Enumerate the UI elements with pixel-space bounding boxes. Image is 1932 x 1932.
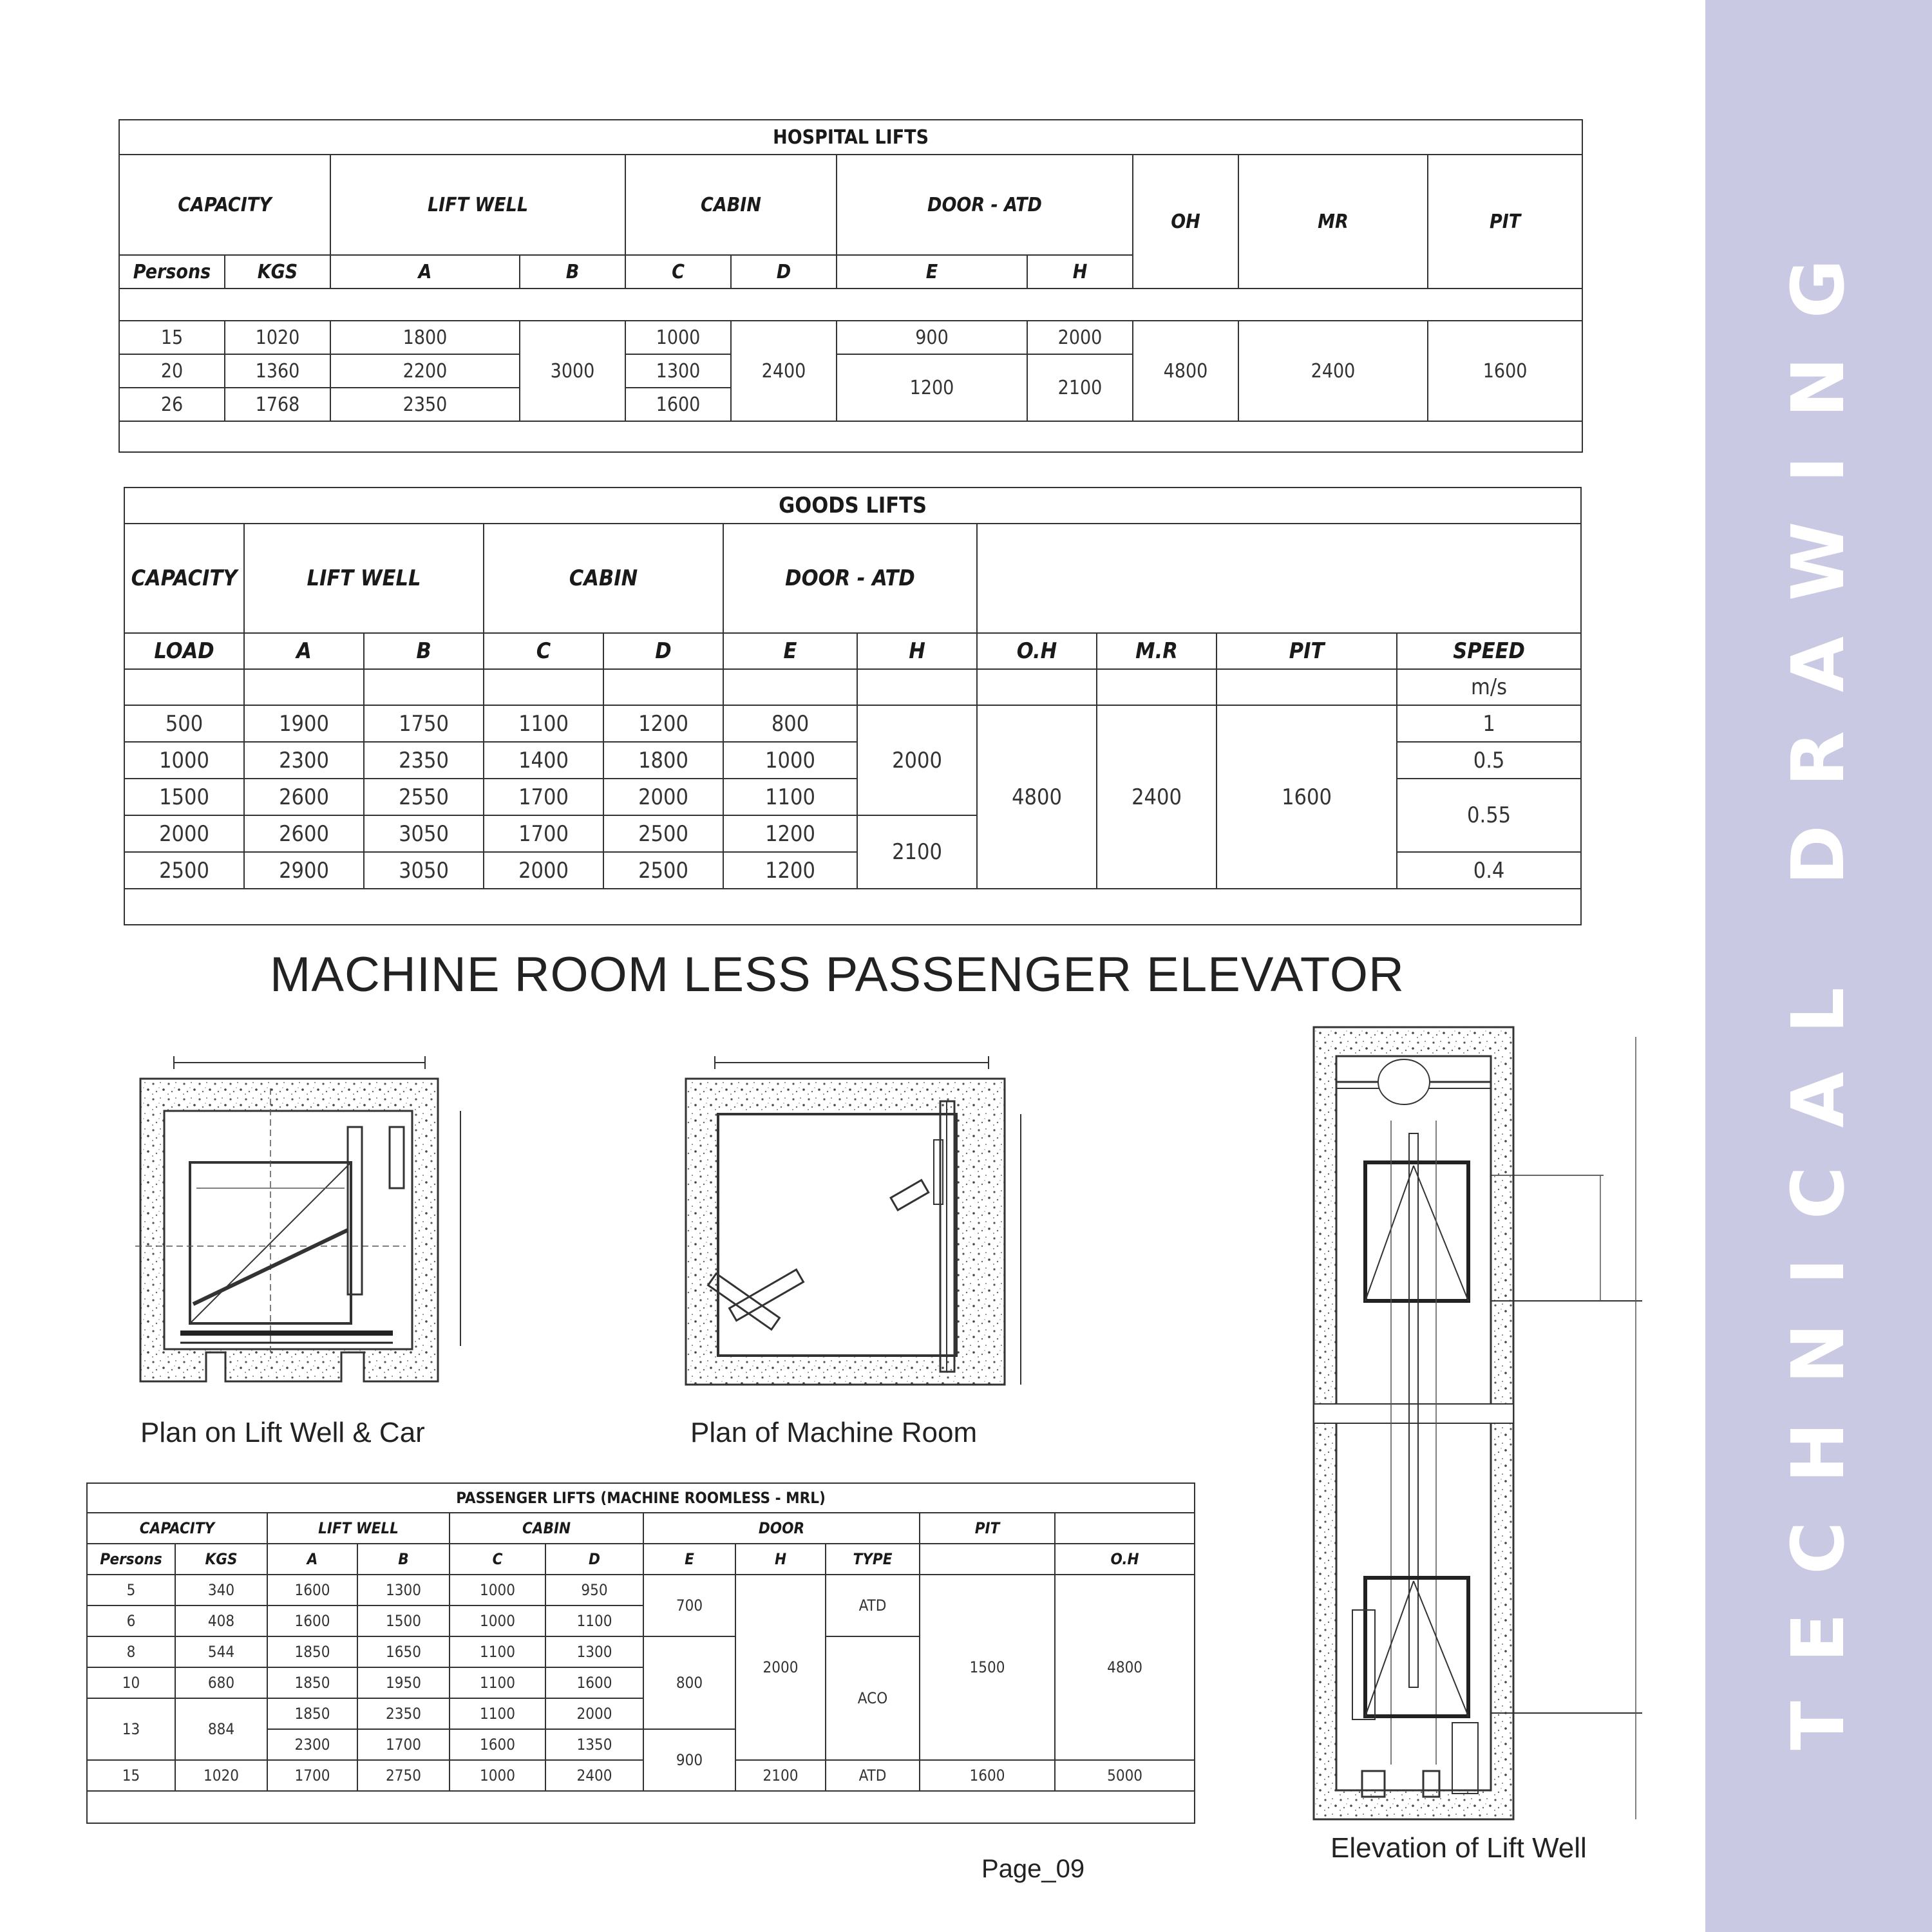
subheader-type: TYPE — [826, 1544, 920, 1575]
subheader-kgs: KGS — [175, 1544, 267, 1575]
cell: 2550 — [364, 779, 484, 815]
cell: 2350 — [364, 742, 484, 779]
caption-plan-machine: Plan of Machine Room — [690, 1417, 978, 1448]
header-door: DOOR — [643, 1513, 920, 1544]
cell: 2300 — [244, 742, 364, 779]
cell: 2300 — [267, 1729, 357, 1760]
cell: 800 — [723, 705, 857, 742]
cell: 10 — [87, 1667, 175, 1698]
cell: 2100 — [857, 815, 977, 889]
cell: 408 — [175, 1605, 267, 1636]
header-capacity: CAPACITY — [124, 524, 244, 633]
cell: 1200 — [603, 705, 723, 742]
header-pit: PIT — [920, 1513, 1055, 1544]
cell: 4800 — [977, 705, 1097, 889]
subheader-speed: SPEED — [1397, 633, 1581, 669]
table-row — [87, 1760, 1195, 1791]
cell: 2400 — [1097, 705, 1217, 889]
cell: 1200 — [723, 815, 857, 852]
subheader-oh: O.H — [1055, 1544, 1195, 1575]
subheader-persons: Persons — [119, 255, 225, 289]
cell: 680 — [175, 1667, 267, 1698]
cell: 3000 — [520, 321, 625, 421]
cell: 0.5 — [1397, 742, 1581, 779]
passenger-mrl-table — [86, 1482, 1195, 1824]
cell: 2400 — [1238, 321, 1428, 421]
header-cabin: CABIN — [625, 155, 837, 255]
subheader-a: A — [267, 1544, 357, 1575]
cell: 1300 — [545, 1636, 643, 1667]
cell: 4800 — [1055, 1575, 1195, 1760]
table-title: HOSPITAL LIFTS — [119, 120, 1582, 155]
cell: 1300 — [357, 1575, 450, 1605]
cell: 1700 — [484, 779, 603, 815]
cell: 1000 — [124, 742, 244, 779]
subheader-d: D — [731, 255, 837, 289]
cell: 1950 — [357, 1667, 450, 1698]
cell: 340 — [175, 1575, 267, 1605]
cell: 1000 — [450, 1575, 545, 1605]
subheader-b: B — [364, 633, 484, 669]
table-title: GOODS LIFTS — [124, 488, 1581, 524]
subheader-persons: Persons — [87, 1544, 175, 1575]
cell: 1350 — [545, 1729, 643, 1760]
table-title: PASSENGER LIFTS (MACHINE ROOMLESS - MRL) — [87, 1483, 1195, 1513]
plan-machine-room-drawing — [683, 1050, 1030, 1391]
cell: 1768 — [225, 388, 330, 421]
header-blank — [977, 524, 1581, 633]
cell: 1800 — [603, 742, 723, 779]
subheader-h: H — [857, 633, 977, 669]
subheader-mr: M.R — [1097, 633, 1217, 669]
cell: 2100 — [735, 1760, 826, 1791]
cell: 2200 — [330, 354, 520, 388]
table-row — [87, 1575, 1195, 1605]
subheader-e: E — [643, 1544, 735, 1575]
header-capacity: CAPACITY — [119, 155, 330, 255]
cell: 1000 — [450, 1760, 545, 1791]
cell: 1 — [1397, 705, 1581, 742]
cell: 1100 — [723, 779, 857, 815]
cell: 544 — [175, 1636, 267, 1667]
spacer-row — [119, 421, 1582, 452]
header-mr: MR — [1238, 155, 1428, 289]
subheader-c: C — [625, 255, 731, 289]
elevation-lift-well-drawing — [1307, 1024, 1655, 1829]
header-capacity: CAPACITY — [87, 1513, 267, 1544]
cell: 1100 — [450, 1636, 545, 1667]
cell: 2600 — [244, 815, 364, 852]
cell: 2000 — [484, 852, 603, 889]
page-number: Page_09 — [981, 1855, 1085, 1883]
header-lift-well: LIFT WELL — [244, 524, 484, 633]
cell: 26 — [119, 388, 225, 421]
cell: 900 — [837, 321, 1027, 354]
cell: 2350 — [330, 388, 520, 421]
mrl-section-title: MACHINE ROOM LESS PASSENGER ELEVATOR — [270, 947, 1405, 1002]
cell: 3050 — [364, 815, 484, 852]
cell: 2900 — [244, 852, 364, 889]
cell: 2000 — [1027, 321, 1133, 354]
cell: 2750 — [357, 1760, 450, 1791]
cell: 2500 — [603, 815, 723, 852]
cell: 1360 — [225, 354, 330, 388]
cell: 15 — [119, 321, 225, 354]
subheader-b: B — [357, 1544, 450, 1575]
cell: 1700 — [484, 815, 603, 852]
cell: 1200 — [837, 354, 1027, 421]
sidebar-label: TECHNICAL DRAWING — [1777, 220, 1861, 1750]
cell: 1600 — [1428, 321, 1582, 421]
cell: 13 — [87, 1698, 175, 1760]
subheader-e: E — [837, 255, 1027, 289]
cell: 5000 — [1055, 1760, 1195, 1791]
cell: 2100 — [1027, 354, 1133, 421]
cell: 900 — [643, 1729, 735, 1791]
cell: 6 — [87, 1605, 175, 1636]
cell: 1850 — [267, 1667, 357, 1698]
cell: 1600 — [267, 1605, 357, 1636]
cell: 1100 — [450, 1698, 545, 1729]
cell: 15 — [87, 1760, 175, 1791]
cell: 1600 — [1217, 705, 1397, 889]
caption-plan-well: Plan on Lift Well & Car — [140, 1417, 425, 1448]
subheader-h: H — [735, 1544, 826, 1575]
spacer-row — [87, 1791, 1195, 1823]
header-door: DOOR - ATD — [837, 155, 1133, 255]
cell: 1500 — [920, 1575, 1055, 1760]
cell: 1200 — [723, 852, 857, 889]
header-door: DOOR - ATD — [723, 524, 977, 633]
subheader-e: E — [723, 633, 857, 669]
cell: 1600 — [920, 1760, 1055, 1791]
subheader-d: D — [545, 1544, 643, 1575]
cell: 2000 — [857, 705, 977, 815]
cell: 20 — [119, 354, 225, 388]
header-lift-well: LIFT WELL — [330, 155, 625, 255]
subheader-oh: O.H — [977, 633, 1097, 669]
cell: 1750 — [364, 705, 484, 742]
cell: 1700 — [267, 1760, 357, 1791]
subheader-load: LOAD — [124, 633, 244, 669]
cell: 1400 — [484, 742, 603, 779]
cell: 1800 — [330, 321, 520, 354]
cell: 2500 — [603, 852, 723, 889]
cell: 1500 — [124, 779, 244, 815]
subheader-a: A — [330, 255, 520, 289]
cell: 3050 — [364, 852, 484, 889]
cell: 2000 — [735, 1575, 826, 1760]
cell: 2400 — [731, 321, 837, 421]
spacer-row — [124, 889, 1581, 925]
cell: 1600 — [450, 1729, 545, 1760]
cell: ATD — [826, 1760, 920, 1791]
cell: 2350 — [357, 1698, 450, 1729]
speed-unit: m/s — [1397, 669, 1581, 705]
cell: 1700 — [357, 1729, 450, 1760]
header-oh: OH — [1133, 155, 1238, 289]
cell: 1600 — [625, 388, 731, 421]
cell: 8 — [87, 1636, 175, 1667]
cell: 5 — [87, 1575, 175, 1605]
plan-lift-well-drawing — [135, 1050, 483, 1391]
cell: 1100 — [484, 705, 603, 742]
subheader-h: H — [1027, 255, 1133, 289]
cell: ACO — [826, 1636, 920, 1760]
header-cabin: CABIN — [484, 524, 723, 633]
cell: 0.4 — [1397, 852, 1581, 889]
cell: 1650 — [357, 1636, 450, 1667]
cell: 1000 — [625, 321, 731, 354]
cell: 1300 — [625, 354, 731, 388]
cell: 1100 — [545, 1605, 643, 1636]
header-cabin: CABIN — [450, 1513, 643, 1544]
cell: 500 — [124, 705, 244, 742]
cell: 1850 — [267, 1636, 357, 1667]
subheader-kgs: KGS — [225, 255, 330, 289]
spacer-row — [119, 289, 1582, 321]
cell: 1500 — [357, 1605, 450, 1636]
cell: 2000 — [124, 815, 244, 852]
cell: 1020 — [225, 321, 330, 354]
cell: 2000 — [545, 1698, 643, 1729]
cell: 1850 — [267, 1698, 357, 1729]
subheader-c: C — [484, 633, 603, 669]
subheader-a: A — [244, 633, 364, 669]
cell: 4800 — [1133, 321, 1238, 421]
cell: 1900 — [244, 705, 364, 742]
subheader-b: B — [520, 255, 625, 289]
cell: 2000 — [603, 779, 723, 815]
cell: 1000 — [450, 1605, 545, 1636]
cell: ATD — [826, 1575, 920, 1636]
header-pit: PIT — [1428, 155, 1582, 289]
cell: 0.55 — [1397, 779, 1581, 852]
cell: 950 — [545, 1575, 643, 1605]
cell: 1020 — [175, 1760, 267, 1791]
cell: 2400 — [545, 1760, 643, 1791]
cell: 1100 — [450, 1667, 545, 1698]
cell: 1600 — [545, 1667, 643, 1698]
cell: 1600 — [267, 1575, 357, 1605]
cell: 800 — [643, 1636, 735, 1729]
table-row — [124, 705, 1581, 742]
table-row — [119, 321, 1582, 354]
cell: 2500 — [124, 852, 244, 889]
subheader-d: D — [603, 633, 723, 669]
header-lift-well: LIFT WELL — [267, 1513, 450, 1544]
hospital-lifts-table — [118, 119, 1583, 453]
cell: 1000 — [723, 742, 857, 779]
subheader-c: C — [450, 1544, 545, 1575]
subheader-pit: PIT — [1217, 633, 1397, 669]
caption-elevation: Elevation of Lift Well — [1331, 1832, 1587, 1864]
cell: 884 — [175, 1698, 267, 1760]
goods-lifts-table — [124, 487, 1582, 925]
cell: 700 — [643, 1575, 735, 1636]
cell: 2600 — [244, 779, 364, 815]
